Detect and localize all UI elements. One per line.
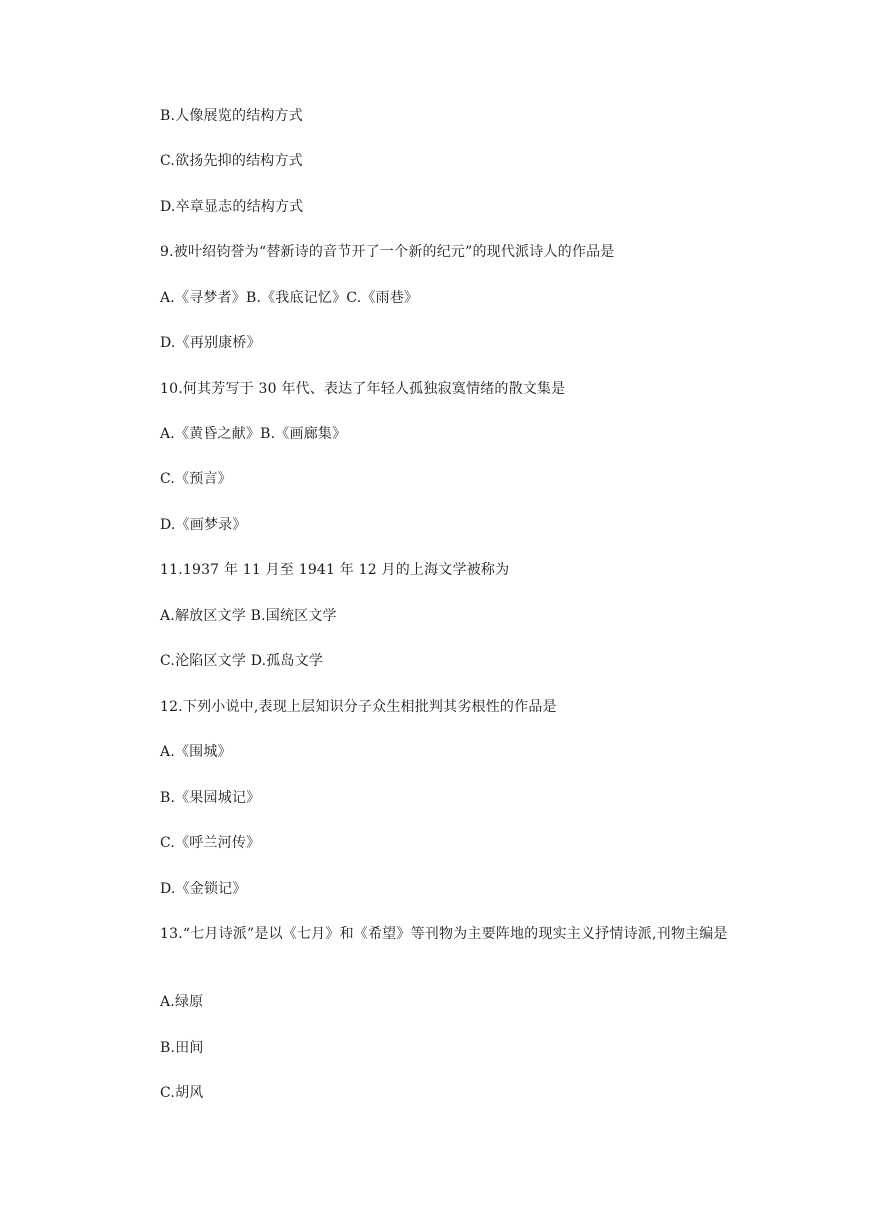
q11-options-ab: A.解放区文学 B.国统区文学 bbox=[160, 608, 337, 624]
question-13: 13.“七月诗派”是以《七月》和《希望》等刊物为主要阵地的现实主义抒情诗派,刊物主编是 bbox=[160, 926, 728, 942]
q12-option-b: B.《果园城记》 bbox=[160, 790, 261, 806]
q12-option-a: A.《围城》 bbox=[160, 744, 232, 760]
q13-option-a: A.绿原 bbox=[160, 994, 204, 1010]
q8-option-d: D.卒章显志的结构方式 bbox=[160, 199, 304, 215]
q11-options-cd: C.沦陷区文学 D.孤岛文学 bbox=[160, 653, 324, 669]
question-11: 11.1937 年 11 月至 1941 年 12 月的上海文学被称为 bbox=[160, 562, 510, 578]
question-12: 12.下列小说中,表现上层知识分子众生相批判其劣根性的作品是 bbox=[160, 699, 557, 715]
q12-option-d: D.《金锁记》 bbox=[160, 881, 247, 897]
q10-options-ab: A.《黄昏之献》B.《画廊集》 bbox=[160, 426, 347, 442]
question-10: 10.何其芳写于 30 年代、表达了年轻人孤独寂寞情绪的散文集是 bbox=[160, 381, 566, 397]
q13-option-b: B.田间 bbox=[160, 1040, 204, 1056]
q9-options-abc: A.《寻梦者》B.《我底记忆》C.《雨巷》 bbox=[160, 290, 419, 306]
question-9: 9.被叶绍钧誉为“替新诗的音节开了一个新的纪元”的现代派诗人的作品是 bbox=[160, 244, 615, 260]
q8-option-b: B.人像展览的结构方式 bbox=[160, 108, 303, 124]
q8-option-c: C.欲扬先抑的结构方式 bbox=[160, 153, 303, 169]
q10-option-d: D.《画梦录》 bbox=[160, 517, 247, 533]
q13-option-c: C.胡风 bbox=[160, 1085, 204, 1101]
q9-option-d: D.《再别康桥》 bbox=[160, 335, 261, 351]
q10-option-c: C.《预言》 bbox=[160, 471, 232, 487]
q12-option-c: C.《呼兰河传》 bbox=[160, 835, 261, 851]
